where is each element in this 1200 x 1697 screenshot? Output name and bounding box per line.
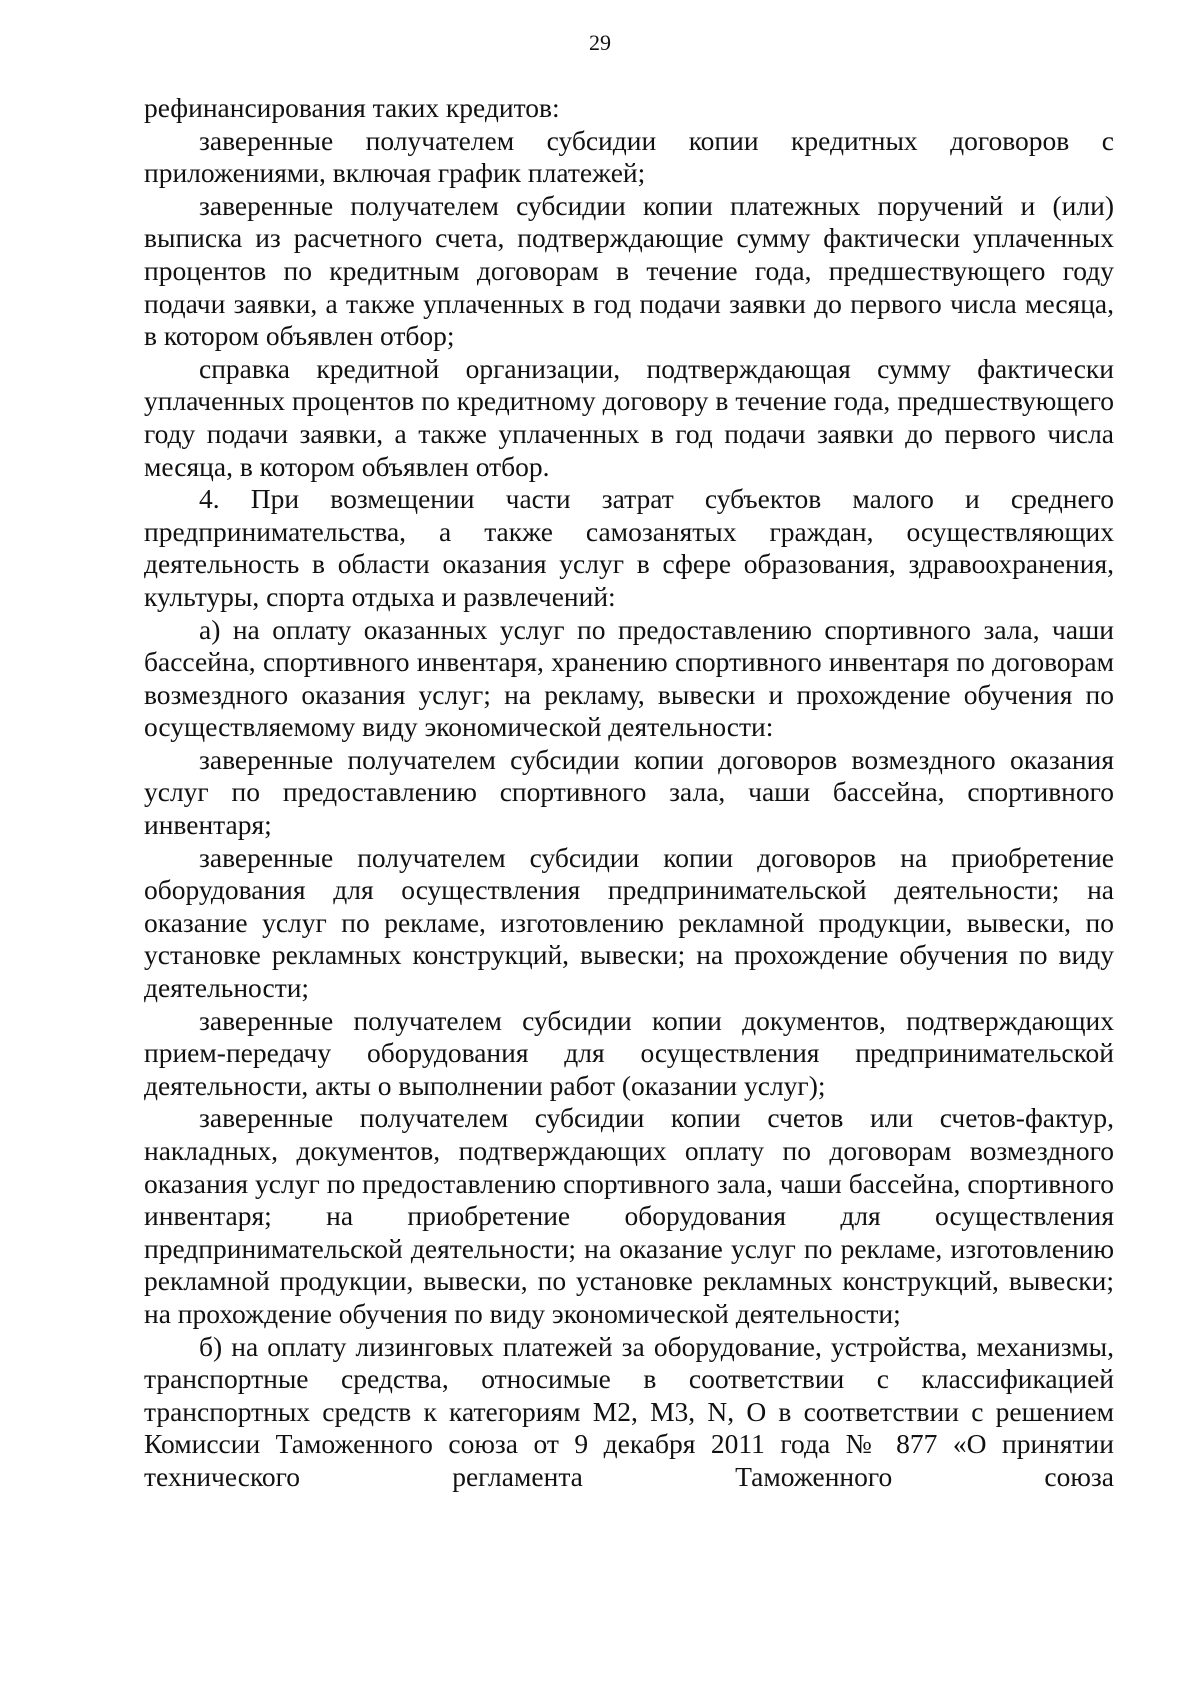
paragraph-invoices: заверенные получателем субсидии копии счетов или счетов-фактур, накладных, документов, подтверждающих оплату по договорам возмездного оказания услуг по предоставлению спортивного зала, чаши бассейна, спортивного инвентаря; на приобретение оборудования для осуществления предпринимательской деятельности; на оказание услуг по рекламе, изготовлению рекламной продукции, вывески, по установке рекламных конструкций, вывески; на прохождение обучения по виду экономической деятельности; (144, 1102, 1114, 1329)
paragraph-equipment-contracts: заверенные получателем субсидии копии договоров на приобретение оборудования для осуществления предпринимательской деятельности; на оказание услуг по рекламе, изготовлению рекламной продукции, вывески, по установке рекламных конструкций, вывески; на прохождение обучения по виду деятельности; (144, 841, 1114, 1004)
body-text (144, 92, 1114, 1494)
page-number: 29 (589, 30, 611, 55)
paragraph-bank-certificate: справка кредитной организации, подтверждающая сумму фактически уплаченных процентов по кредитному договору в течение года, предшествующего году подачи заявки, а также уплаченных в год подачи заявки до первого числа месяца, в котором объявлен отбор. (144, 352, 1114, 482)
paragraph-service-contracts: заверенные получателем субсидии копии договоров возмездного оказания услуг по предоставлению спортивного зала, чаши бассейна, спортивного инвентаря; (144, 743, 1114, 841)
paragraph-payment-orders: заверенные получателем субсидии копии платежных поручений и (или) выписка из расчетного счета, подтверждающие сумму фактически уплаченных процентов по кредитным договорам в течение года, предшествующего году подачи заявки, а также уплаченных в год подачи заявки до первого числа месяца, в котором объявлен отбор; (144, 189, 1114, 352)
paragraph-subitem-b: б) на оплату лизинговых платежей за оборудование, устройства, механизмы, транспортные средства, относимые в соответствии с классификацией транспортных средств к категориям M2, M3, N, O в соответствии с решением Комиссии Таможенного союза от 9 декабря 2011 года № 877 «О принятии технического регламента Таможенного союза (144, 1330, 1114, 1492)
paragraph-credit-agreements: заверенные получателем субсидии копии кредитных договоров с приложениями, включая график платежей; (144, 124, 1114, 189)
paragraph-refinancing-continuation: рефинансирования таких кредитов: (144, 92, 560, 123)
paragraph-transfer-documents: заверенные получателем субсидии копии документов, подтверждающих прием-передачу оборудования для осуществления предпринимательской деятельности, акты о выполнении работ (оказании услуг); (144, 1004, 1114, 1101)
paragraph-subitem-a: а) на оплату оказанных услуг по предоставлению спортивного зала, чаши бассейна, спортивного инвентаря, хранению спортивного инвентаря по договорам возмездного оказания услуг; на рекламу, вывески и прохождение обучения по осуществляемому виду экономической деятельности: (144, 613, 1114, 743)
paragraph-item-4: 4. При возмещении части затрат субъектов малого и среднего предпринимательства, а также самозанятых граждан, осуществляющих деятельность в области оказания услуг в сфере образования, здравоохранения, культуры, спорта отдыха и развлечений: (144, 483, 1114, 612)
